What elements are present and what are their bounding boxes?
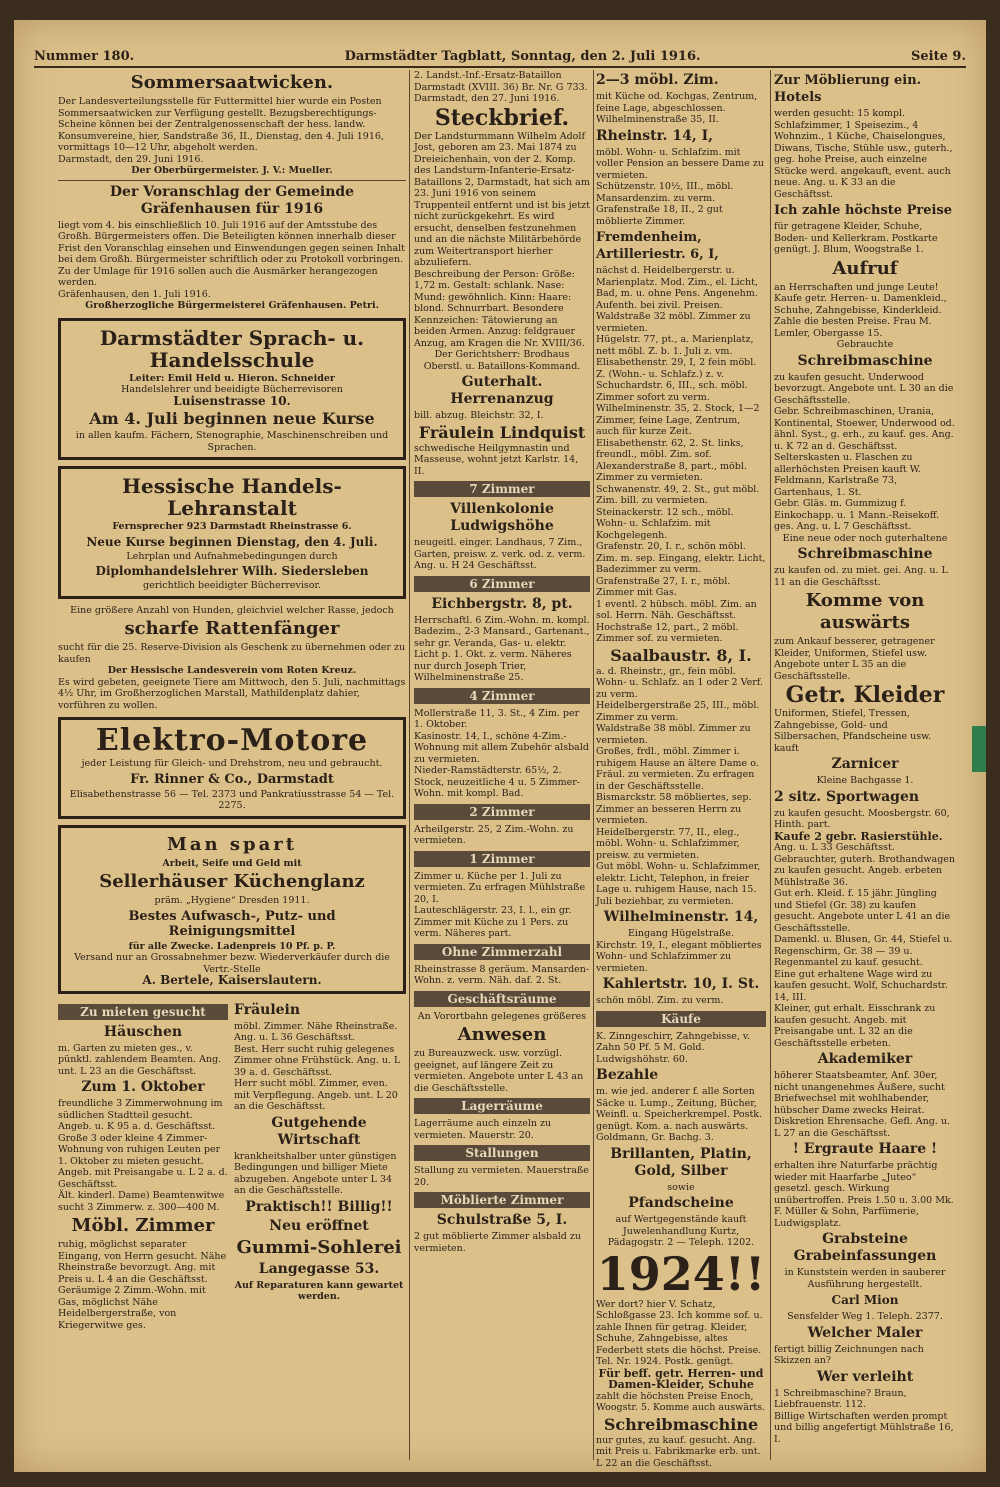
classified-text: krankheitshalber unter günstigen Bedingungen und billiger Miete abzugeben. Angebote unter L 34 an die Geschäftsstelle.	[234, 1150, 397, 1196]
classified-heading: Brillanten, Platin, Gold, Silber	[610, 1145, 752, 1179]
classified-text: zu kaufen od. zu miet. gei. Ang. u. L 11 an die Geschäftsst.	[774, 565, 948, 588]
classified-heading: Pfandscheine	[628, 1195, 734, 1211]
section-header: Käufe	[596, 1011, 766, 1027]
column-rule	[409, 70, 410, 1460]
ad-line: Fr. Rinner & Co., Darmstadt	[130, 771, 334, 787]
ad-title: Man spart	[166, 833, 298, 855]
classified-text: Rheinstrasse 8 geräum. Mansarden-Wohn. z. verm. Näh. daf. 2. St.	[414, 963, 590, 986]
classified-text: zu kaufen gesucht. Underwood bevorzugt. Angebote unt. L 30 an die Geschäftsstelle.	[774, 371, 954, 406]
classified-heading: Guterhalt. Herrenanzug	[450, 374, 554, 407]
notice-text: sucht für die 25. Reserve-Division als Geschenk zu übernehmen oder zu kaufen	[58, 642, 406, 665]
classified-text: Herr sucht möbl. Zimmer, even. mit Verpflegung. Angeb. unt. L 20 an die Geschäftsst.	[234, 1078, 398, 1112]
classified-text: Großes, frdl., möbl. Zimmer i. ruhigem Hause an ältere Dame o. Fräul. zu vermieten. Zu erfragen in der Geschäftsstelle.	[596, 746, 759, 792]
classified-heading: Akademiker	[817, 1051, 913, 1067]
column-1	[58, 70, 406, 1460]
classified-text: höherer Staatsbeamter, Anf. 30er, nicht unangenehmes Äußere, sucht Briefwechsel mit wohlhabender, hübscher Dame zwecks Heirat. Diskretion Ehrensache. Gefl. Ang. u. L 27 an die Geschäftsst.	[774, 1070, 950, 1139]
classified-right	[234, 1000, 404, 1332]
classified-text: 1 eventl. 2 hübsch. möbl. Zim. an sol. Herrn. Näh. Geschäftsst.	[596, 598, 757, 621]
classified-text: Elisabethenstr. 62, 2. St. links, freundl., möbl. Zim. sof.	[596, 437, 744, 460]
classified-heading: Wilhelminenstr. 14,	[603, 909, 759, 925]
notice-text: Eine größere Anzahl von Hunden, gleichviel welcher Rasse, jedoch	[70, 604, 394, 616]
notice-signature: Großherzogliche Bürgermeisterei Gräfenhausen. Petri.	[85, 300, 379, 311]
classified-text: Elisabethenstr. 29, I, 2 fein möbl. Z. (Wohn.- u. Schlafz.) z. v.	[596, 357, 757, 380]
classified-text: Stallung zu vermieten. Mauerstraße 20.	[414, 1165, 589, 1188]
notice-title: Steckbrief.	[434, 104, 570, 131]
classified-text: schwedische Heilgymnastin und Masseuse, wohnt jetzt Karlstr. 14, II.	[414, 442, 579, 477]
classified-text: a. d. Rheinstr., gr., fein möbl. Wohn- u. Schlafz. an 1 oder 2 Verf. zu verm.	[596, 665, 763, 700]
school-ad	[58, 466, 406, 599]
classified-text: Eingang Hügelstraße.	[627, 928, 735, 939]
motor-ad	[58, 717, 406, 819]
classified-heading: Fremdenheim, Artilleriestr. 6, I,	[596, 230, 719, 262]
classified-heading: Eichbergstr. 8, pt.	[431, 595, 573, 612]
classified-text: Grafenstraße 18, II., 2 gut möblierte Zimmer.	[596, 204, 723, 227]
notice-date: Darmstadt, den 27. Juni 1916.	[414, 93, 560, 104]
ad-line: präm. „Hygiene“ Dresden 1911.	[154, 895, 310, 906]
classified-text: Eine neue oder noch guterhaltene	[782, 532, 948, 544]
section-header: 2 Zimmer	[414, 804, 590, 820]
ad-product: Sellerhäuser Küchenglanz	[99, 871, 365, 892]
ad-line: jeder Leistung für Gleich- und Drehstrom, neu und gebraucht.	[81, 758, 383, 769]
page-edge-tab	[972, 726, 986, 772]
classified-text: an Herrschaften und junge Leute! Kaufe getr. Herren- u. Damenkleid., Schuhe, Zahngebisse, Kinderkleid. Zahle die besten Preise. Frau M. Lemler, Obergasse 15.	[774, 281, 947, 339]
classified-heading: Rheinstr. 14, I,	[596, 127, 714, 144]
classified-text: mit Küche od. Kochgas, Zentrum, feine Lage, abgeschlossen. Wilhelminenstraße 35, II.	[596, 91, 758, 125]
ad-title: Hessische Handels-Lehranstalt	[122, 474, 342, 520]
classified-heading: Ich zahle höchste Preise	[774, 203, 953, 218]
ad-line: in allen kaufm. Fächern, Stenographie, Maschinenschreiben und Sprachen.	[75, 430, 389, 453]
page-header	[34, 46, 966, 68]
classified-heading: Wer verleiht	[816, 1368, 914, 1385]
classified-text: erhalten ihre Naturfarbe prächtig wieder mit Haarfarbe „Juteo“ gesetzl. gesch. Wirkung unübertroffen. Preis 1.50 u. 3.00 Mk. F. Müller & Sohn, Parfümerie, Ludwigsplatz.	[774, 1160, 954, 1229]
classified-heading: Schreibmaschine	[603, 1414, 759, 1434]
notice-text: 2. Landst.-Inf.-Ersatz-Bataillon Darmstadt (XVIII. 36) Br. Nr. G 733.	[414, 70, 588, 93]
classified-text: Best. Herr sucht ruhig gelegenes Zimmer ohne Frühstück. Ang. u. L 39 a. d. Geschäftsst.	[234, 1043, 401, 1078]
classified-heading: Getr. Kleider	[785, 682, 945, 708]
classified-heading: Fräulein Lindquist	[418, 422, 586, 442]
classified-text: Ang. u. L 33 Geschäftsst.	[774, 842, 895, 853]
column-4	[774, 70, 956, 1460]
classified-text: Wilhelminenstr. 35, 2. Stock, 1—2 Zimmer, feine Lage, Zentrum, auch für kurze Zeit.	[596, 403, 760, 437]
notice-text: Der Landsturmmann Wilhelm Adolf Jost, geboren am 23. Mai 1874 zu Dreieichenhain, von der 2. Komp. des Landsturm-Infanterie-Ersatz-Bataillons 2, Darmstadt, hat sich am 23. Juni 1916 von seinem Truppenteil entfernt und ist bis jetzt nicht zurückgekehrt. Es wird ersucht, denselben festzunehmen und an die nächste Militärbehörde zum Weitertransport hierher abzuliefern.	[414, 130, 590, 268]
classified-heading: Anwesen	[457, 1024, 547, 1045]
column-rule	[593, 70, 594, 1460]
ad-title: Elektro-Motore	[95, 723, 369, 758]
classified-heading: Schreibmaschine	[797, 546, 933, 562]
classified-text: für getragene Kleider, Schuhe, Boden- und Kellerkram. Postkarte genügt. J. Blum, Woogstraße 1.	[774, 221, 938, 255]
classified-heading: Grabsteine Grabeinfassungen	[793, 1231, 937, 1264]
classified-text: Nieder-Ramstädterstr. 65½, 2. Stock, neuzeitliche 4 u. 5 Zimmer-Wohn. mit kompl. Bad.	[414, 765, 580, 799]
classified-text: schön möbl. Zim. zu verm.	[596, 995, 724, 1006]
classified-text: Gut erh. Kleid. f. 15 jähr. Jüngling und Stiefel (Gr. 38) zu kaufen gesucht. Angebote unter L 41 an die Geschäftsstelle.	[774, 888, 951, 934]
classified-text: Alexanderstraße 8, part., möbl. Zimmer zu vermieten.	[596, 460, 747, 483]
classified-text: auf Wertgegenstände kauft Juwelenhandlung Kurtz, Pädagogstr. 2 — Teleph. 1202.	[607, 1214, 755, 1248]
classified-heading: Carl Mion	[831, 1293, 899, 1307]
notice-signature: Der Hessische Landesverein vom Roten Kreuz.	[107, 665, 357, 676]
ad-line: Am 4. Juli beginnen neue Kurse	[89, 409, 375, 428]
classified-text: bill. abzug. Bleichstr. 32, I.	[414, 410, 544, 421]
ad-line: Bestes Aufwasch-, Putz- und Reinigungsmittel	[128, 908, 336, 939]
classified-text: m. wie jed. anderer f. alle Sorten Säcke u. Lump., Zeitung, Bücher, Weinfl. u. Speicherkrempel. Postk. genügt. Kom. a. nach auswärts. Goldmann, Gr. Bachg. 3.	[596, 1086, 763, 1143]
ad-line: für alle Zwecke. Ladenpreis 10 Pf. p. P.	[128, 940, 336, 952]
classified-text: Wer dort? hier V. Schatz, Schloßgasse 23. Ich komme sof. u. zahle Ihnen für getrag. Kleider, Schuhe, Zahngebisse, altes Federbett stets die höchst. Preise. Tel. Nr. 1924. Postk. genügt.	[596, 1298, 763, 1367]
classified-text: Sensfelder Weg 1. Teleph. 2377.	[787, 1311, 943, 1322]
classified-text: Gebr. Schreibmaschinen, Urania, Kontinental, Stoewer, Underwood od. ähnl. Syst., g. erh., zu kauf. ges. Ang. u. K 72 an d. Geschäftsst.	[774, 406, 955, 452]
ad-line: Neue Kurse beginnen Dienstag, den 4. Juli.	[86, 534, 378, 549]
classified-heading: ! Ergraute Haare !	[792, 1141, 938, 1157]
classified-text: Lauteschlägerstr. 23, I. l., ein gr. Zimmer mit Küche zu 1 Pers. zu verm. Näheres part.	[414, 905, 572, 939]
notice-title: scharfe Rattenfänger	[124, 618, 340, 639]
ad-line: gerichtlich beeidigter Bücherrevisor.	[142, 580, 322, 591]
section-header: Geschäftsräume	[414, 991, 590, 1007]
classified-text: Waldstraße 32 möbl. Zimmer zu vermieten.	[596, 311, 751, 334]
classified-text: nächst d. Heidelbergerstr. u. Marienplatz. Mod. Zim., el. Licht, Bad, m. u. ohne Pens. Angenehm. Aufenth. bei zivil. Preisen.	[596, 265, 758, 311]
section-header: Möblierte Zimmer	[414, 1192, 590, 1208]
classified-text: Grafenstr. 20, I. r., schön möbl. Zim. m. sep. Eingang, elektr. Licht, Badezimmer zu verm.	[596, 541, 766, 575]
classified-text: An Vorortbahn gelegenes größeres	[417, 1010, 587, 1022]
classified-heading: Kahlertstr. 10, I. St.	[602, 976, 760, 992]
classified-heading: Zum 1. Oktober	[81, 1079, 205, 1095]
classified-heading: Zarnicer	[831, 756, 899, 772]
masthead-line: Darmstädter Tagblatt, Sonntag, den 2. Juli 1916.	[344, 48, 701, 64]
classified-text: Kirchstr. 19, I., elegant möbliertes Wohn- und Schlafzimmer zu vermieten.	[596, 939, 762, 974]
ad-line: Diplomhandelslehrer Wilh. Siedersleben	[95, 564, 369, 578]
classified-text: Steinackerstr. 12 sch., möbl. Wohn- u. Schlafzim. mit Kochgelegenh.	[596, 506, 734, 541]
classified-heading: Kaufe 2 gebr. Rasierstühle.	[774, 829, 943, 843]
section-header: 6 Zimmer	[414, 576, 590, 592]
classified-text: m. Garten zu mieten ges., v. pünktl. zahlendem Beamten. Ang. unt. L 23 an die Geschäftsst.	[58, 1042, 222, 1077]
page-number: Seite 9.	[911, 48, 966, 64]
classified-text: fertigt billig Zeichnungen nach Skizzen an?	[774, 1343, 924, 1366]
section-header: Ohne Zimmerzahl	[414, 944, 590, 960]
ad-line: Handelslehrer und beeidigte Bücherrevisoren	[121, 384, 343, 395]
classified-heading: Fräulein	[234, 1001, 301, 1018]
classified-text: K. Zinngeschirr, Zahngebisse, v. Zahn 50 Pf. 5 M. Gold. Ludwigshöhstr. 60.	[596, 1030, 751, 1065]
ad-line: Arbeit, Seife und Geld mit	[162, 857, 302, 869]
section-header: Lagerräume	[414, 1098, 590, 1114]
notice-signature: Der Gerichtsherr: Brodhaus Oberstl. u. Bataillons-Kommand.	[423, 349, 581, 372]
classified-heading: Langegasse 53.	[258, 1260, 380, 1277]
ad-line: Luisenstrasse 10.	[173, 393, 291, 408]
classified-heading: Schulstraße 5, I.	[436, 1212, 568, 1228]
classified-heading: 2 sitz. Sportwagen	[774, 788, 920, 805]
ad-line: Lehrplan und Aufnahmebedingungen durch	[126, 550, 338, 562]
school-ad	[58, 318, 406, 461]
notice-text: Der Landesverteilungsstelle für Futtermittel hier wurde ein Posten Sommersaatwicken zur Verfügung gestellt. Bezugsberechtigungs-Scheine können bei der Zentralgenossenschaft der hess. landw. Konsumvereine, hier, Sandstraße 36, II., Dienstag, den 4. Juli 1916, vormittags 10—12 Uhr, abgeholt werden.	[58, 96, 384, 153]
classified-heading: Zur Möblierung ein. Hotels	[774, 73, 922, 105]
classified-text: zahlt die höchsten Preise Enoch, Woogstr. 5. Komme auch auswärts.	[596, 1390, 766, 1413]
phone-number-headline: 1924!!	[596, 1246, 766, 1301]
classified-text: zu kaufen gesucht. Moosbergstr. 60, Hinth. part.	[774, 807, 950, 830]
ad-line: A. Bertele, Kaiserslautern.	[142, 973, 322, 987]
issue-number: Nummer 180.	[34, 48, 135, 64]
column-3	[596, 70, 766, 1469]
classified-text: möbl. Zimmer. Nähe Rheinstraße. Ang. u. L 36 Geschäftsst.	[234, 1020, 398, 1043]
classified-heading: Gummi-Sohlerei	[236, 1236, 402, 1258]
classified-text: Ält. kinderl. Dame) Beamtenwitwe sucht 3 Zimmerw. z. 300—400 M.	[58, 1190, 225, 1213]
classified-text: Billige Wirtschaften werden prompt und billig angefertigt Mühlstraße 16, I.	[774, 1410, 954, 1445]
classified-text: Schwanenstr. 49, 2. St., gut möbl. Zim. bill. zu vermieten.	[596, 483, 760, 506]
ad-line: Versand nur an Grossabnehmer bezw. Wiederverkäufer durch die Vertr.-Stelle	[74, 952, 390, 975]
section-header: 1 Zimmer	[414, 851, 590, 867]
classified-text: Heidelbergerstraße 25, III., möbl. Zimmer zu verm.	[596, 700, 760, 723]
notice-text: Beschreibung der Person: Größe: 1,72 m. Gestalt: schlank. Nase: Mund: gewöhnlich. Kinn: Haare: blond. Schnurrbart. Besondere Kennzeichen: Tätowierung an beiden Armen. Anzug: feldgrauer Anzug, am Kragen die Nr. XVIII/36.	[414, 268, 585, 349]
classified-text: Gut möbl. Wohn- u. Schlafzimmer, elektr. Licht, Telephon, in freier Lage u. ruhigem Hause, nach 15. Juli beziehbar, zu vermieten.	[596, 861, 761, 907]
section-header: Zu mieten gesucht	[58, 1004, 228, 1020]
classified-text: nur gutes, zu kauf. gesucht. Ang. mit Preis u. Fabrikmarke erb. unt. L 22 an die Geschäftsst.	[596, 1434, 761, 1469]
notice-signature: Der Oberbürgermeister. J. V.: Mueller.	[131, 165, 333, 176]
classified-text: in Kunststein werden in sauberer Ausführung hergestellt.	[784, 1267, 946, 1290]
classified-text: Gebrauchter, guterh. Brothandwagen zu kaufen gesucht. Angeb. erbeten Mühlstraße 36.	[774, 853, 956, 888]
classified-text: 2 gut möblierte Zimmer alsbald zu vermieten.	[414, 1231, 582, 1254]
classified-heading: Gutgehende Wirtschaft	[271, 1114, 367, 1148]
classified-text: Gebrauchte	[836, 339, 894, 350]
classified-heading: Bezahle	[596, 1067, 659, 1083]
classified-text: Mollerstraße 11, 3. St., 4 Zim. per 1. Oktober.	[414, 707, 580, 730]
classified-text: Hochstraße 12, part., 2 möbl. Zimmer sof. zu vermieten.	[596, 621, 739, 644]
classified-heading: Aufruf	[832, 257, 898, 279]
classified-heading: Saalbaustr. 8, I.	[610, 645, 752, 665]
classified-text: Hügelstr. 77, pt., a. Marienplatz, nett möbl. Z. b. 1. Juli z. vm.	[596, 334, 754, 357]
classified-heading: Schreibmaschine	[797, 352, 933, 369]
classified-heading: Für beff. getr. Herren- und Damen-Kleider, Schuhe	[598, 1366, 764, 1391]
classified-text: Waldstraße 38 möbl. Zimmer zu vermieten.	[596, 723, 751, 746]
classified-text: Große 3 oder kleine 4 Zimmer-Wohnung von ruhigen Leuten per 1. Oktober zu mieten gesucht. Angeb. mit Preisangabe u. L 2 a. d. Geschäftsst.	[58, 1132, 228, 1190]
section-header: 7 Zimmer	[414, 481, 590, 497]
column-rule	[770, 70, 771, 1460]
classified-text: sowie	[667, 1181, 695, 1193]
classified-text: Eine gut erhaltene Wage wird zu kaufen gesucht. Wolf, Schuchardstr. 14, III.	[774, 968, 948, 1003]
classified-left	[58, 1000, 228, 1332]
classified-text: werden gesucht: 15 kompl. Schlafzimmer, 1 Speisezim., 4 Wohnzim., 1 Küche, Chaiselongues, Diwans, Tische, Stühle usw., guterh., geg. hohe Preise, auch einzelne Stücke werd. angekauft, event. auch neue. Ang. u. K 33 an die Geschäftsst.	[774, 108, 953, 200]
classified-text: zum Ankauf besserer, getragener Kleider, Uniformen, Stiefel usw. Angebote unter L 35 an die Geschäftsstelle.	[774, 636, 935, 682]
classified-text: Schützenstr. 10½, III., möbl. Mansardenzim. zu verm.	[596, 181, 734, 204]
classified-text: ruhig, möglichst separater Eingang, von Herrn gesucht. Nähe Rheinstraße bevorzugt. Ang. mit Preis u. L 4 an die Geschäftsst.	[58, 1239, 227, 1285]
classified-text: Kleine Bachgasse 1.	[816, 775, 914, 786]
classified-text: möbl. Wohn- u. Schlafzim. mit voller Pension an bessere Dame zu vermieten.	[596, 146, 764, 181]
section-header: Stallungen	[414, 1145, 590, 1161]
classified-heading: Welcher Maler	[807, 1324, 923, 1341]
classified-text: Grafenstraße 27, I. r., möbl. Zimmer mit Gas.	[596, 575, 731, 598]
ad-title: Darmstädter Sprach- u. Handelsschule	[99, 325, 365, 372]
classified-text: Kasinostr. 14, I., schöne 4-Zim.-Wohnung mit allem Zubehör alsbald zu vermieten.	[414, 730, 589, 765]
classified-heading: Komme von auswärts	[805, 590, 925, 633]
classified-text: Kleiner, gut erhalt. Eisschrank zu kaufen gesucht. Angeb. mit Preisangabe unt. L 32 an die Geschäftsstelle erbeten.	[774, 1003, 936, 1049]
notice-title: Der Voranschlag der Gemeinde Gräfenhausen für 1916	[109, 183, 355, 217]
classified-text: Geräumige 2 Zimm.-Wohn. mit Gas, möglichst Nähe Heidelbergerstraße, von Kriegerwitwe ges.	[58, 1285, 206, 1331]
newspaper-page	[14, 20, 986, 1472]
classified-heading: Neu eröffnet	[269, 1217, 369, 1234]
classified-text: neugeitl. einger. Landhaus, 7 Zim., Garten, preisw. z. verk. od. z. verm. Ang. u. H 24 Geschäftsst.	[414, 537, 586, 571]
classified-text: Herrschaftl. 6 Zim.-Wohn. m. kompl. Badezim., 2-3 Mansard., Gartenant., sehr gr. Veranda, Gas- u. elektr. Licht p. 1. Okt. z. verm. Näheres nur durch Joseph Trier, Wilhelminenstraße 25.	[414, 614, 590, 683]
ad-line: Elisabethenstrasse 56 — Tel. 2373 und Pankratiusstrasse 54 — Tel. 2275.	[69, 788, 395, 811]
classified-text: 1 Schreibmaschine? Braun, Liebfrauenstr. 112.	[774, 1387, 907, 1410]
classified-text: Selterskasten u. Flaschen zu allerhöchsten Preisen kauft W. Feldmann, Karlstraße 73, Gartenhaus, 1. St.	[774, 452, 921, 498]
notice-title: Sommersaatwicken.	[130, 72, 334, 93]
classified-text: Zimmer u. Küche per 1. Juli zu vermieten. Zu erfragen Mühlstraße 20, I.	[414, 870, 586, 905]
classified-text: freundliche 3 Zimmerwohnung im südlichen Stadtteil gesucht. Angeb. u. K 95 a. d. Geschäftsst.	[58, 1098, 223, 1132]
notice-date: Darmstadt, den 29. Juni 1916.	[58, 153, 204, 165]
ad-line: Fernsprecher 923 Darmstadt Rheinstrasse 6.	[112, 521, 352, 532]
classified-text: Schuchardstr. 6, III., sch. möbl. Zimmer sofort zu verm.	[596, 380, 748, 403]
classified-heading: Häuschen	[103, 1023, 183, 1040]
classified-row	[58, 1000, 406, 1332]
divider	[58, 180, 406, 181]
classified-text: Heidelbergerstr. 77, II., eleg., möbl. Wohn- u. Schlafzimmer, preisw. zu vermieten.	[596, 826, 740, 861]
notice-date: Gräfenhausen, den 1. Juli 1916.	[58, 288, 211, 300]
classified-text: Bismarckstr. 58 möbliertes, sep. Zimmer an besseren Herrn zu vermieten.	[596, 792, 752, 826]
classified-text: Gebr. Gläs. m. Gummizug f. Einkochapp. u. 1 Mann.-Reisekoff. ges. Ang. u. L 7 Geschäftsst.	[774, 498, 940, 532]
classified-text: Auf Reparaturen kann gewartet werden.	[234, 1279, 404, 1302]
classified-text: Lagerräume auch einzeln zu vermieten. Mauerstr. 20.	[414, 1118, 552, 1141]
cleaner-ad	[58, 825, 406, 994]
classified-heading: Villenkolonie Ludwigshöhe	[450, 501, 554, 534]
column-2	[414, 70, 590, 1460]
classified-text: Damenkl. u. Blusen, Gr. 44, Stiefel u. Regenschirm, Gr. 38 — 39 u. Regenmantel zu kauf. gesucht.	[774, 934, 953, 968]
classified-text: zu Bureauzweck. usw. vorzügl. geeignet, auf längere Zeit zu vermieten. Angebote unter L 43 an die Geschäftsstelle.	[414, 1048, 584, 1094]
ad-line: Leiter: Emil Held u. Hieron. Schneider	[129, 372, 335, 384]
classified-heading: Möbl. Zimmer	[71, 1215, 215, 1236]
notice-text: liegt vom 4. bis einschließlich 10. Juli 1916 auf der Amtsstube des Großh. Bürgermeisters offen. Die Beteiligten können innerhalb dieser Frist den Voranschlag einsehen und Einwendungen gegen seinen Inhalt bei dem Großh. Bürgermeister schriftlich oder zu Protokoll vorbringen. Zu der Umlage für 1916 sollen auch die Ausmärker herangezogen werden.	[58, 219, 405, 288]
classified-text: Arheilgerstr. 25, 2 Zim.-Wohn. zu vermieten.	[414, 823, 574, 846]
section-header: 4 Zimmer	[414, 688, 590, 704]
notice-text: Es wird gebeten, geeignete Tiere am Mittwoch, den 5. Juli, nachmittags 4½ Uhr, im Großherzoglichen Marstall, Mathildenplatz dahier, vorführen zu wollen.	[58, 676, 406, 711]
classified-text: Uniformen, Stiefel, Tressen, Zahngebisse, Gold- und Silbersachen, Pfandscheine usw. kauft	[774, 708, 932, 754]
classified-heading: 2—3 möbl. Zim.	[596, 72, 719, 88]
classified-heading: Praktisch!! Billig!!	[245, 1198, 393, 1215]
